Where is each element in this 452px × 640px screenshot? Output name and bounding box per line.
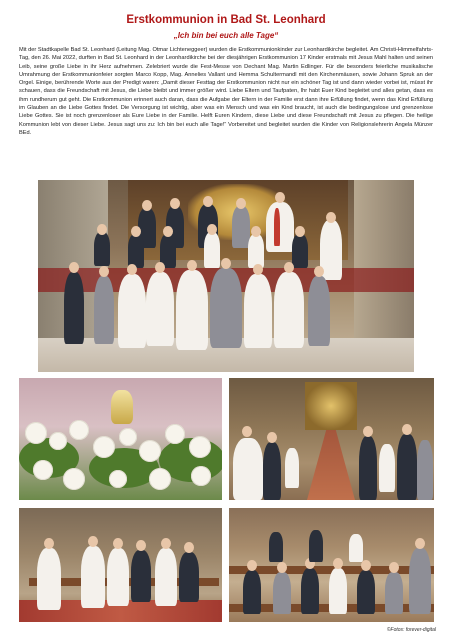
- children-seated-photo: [19, 508, 222, 622]
- church-aisle-photo: [229, 378, 434, 500]
- article-subtitle: „Ich bin bei euch alle Tage“: [173, 31, 279, 40]
- article-title: Erstkommunion in Bad St. Leonhard: [126, 14, 326, 26]
- congregation-photo: [229, 508, 434, 622]
- photo-credit: ©Fotos: forever-digital: [386, 627, 436, 633]
- article-body: Mit der Stadtkapelle Bad St. Leonhard (Leitung Mag. Otmar Lichteneggeer) wurden die Erstkommunionkinder zur Leonhardikirche begleitet. Am Christi-Himmelfahrts-Tag, den 26. Mai 2022, durften in Bad St. Leonhard in der Leonhardikirche bei der diesjährigen Erstkommunion 17 Kinder erstmals mit Jesus Mahl halten und seinen Leib, seine große Liebe in ihr Herz aufnehmen. Zelebriert wurde die Fest-Messe von Dechant Mag. Martin Edlinger. Für die besonders feierliche musikalische Umrahmung der Erstkommunionfeier sorgten Marco Kopp, Mag. Annelies Vallant und Hemma Schultermandl mit den Kirchenmäusen, sowie Johann Spruk an der Orgel. Einige, berührende Worte aus der Predigt waren: „Damit dieser Festtag der Erstkommunion nicht nur ein schöner Tag ist und dann wieder vorbei ist, müsst ihr schauen, dass die Freundschaft mit Jesus, die Liebe bleibt und immer größer wird. Liebe Eltern und Taufpaten, Ihr habt Euer Kind begleitet und alles getan, dass es ihm rundherum gut geht. Die Erstkommunion erinnert auch daran, dass die Aufgabe der Eltern in der Familie erst dann ihre Erfüllung findet, wenn das Kind Erfüllung im Glauben an die Liebe Gottes findet. Die Versorgung ist wichtig, aber was ein Mensch und was ein Kind braucht, ist auch die bedingungslose und grenzenlose Liebe Gottes. Sie ist noch grenzenloser als Eure Liebe in der Familie. Helft Euren Kindern, diese Liebe und diese Freundschaft mit Jesus zu pflegen. Die heilige Kommunion lebt von dieser Liebe. Jesus sagt uns zu: Ich bin bei euch alle Tage!“ Vorbereitet und begleitet wurden die Kinder von Religionslehrerin Angela Münzer BEd.: [19, 47, 433, 136]
- group-at-altar-photo: [38, 180, 414, 372]
- altar-flowers-photo: [19, 378, 222, 500]
